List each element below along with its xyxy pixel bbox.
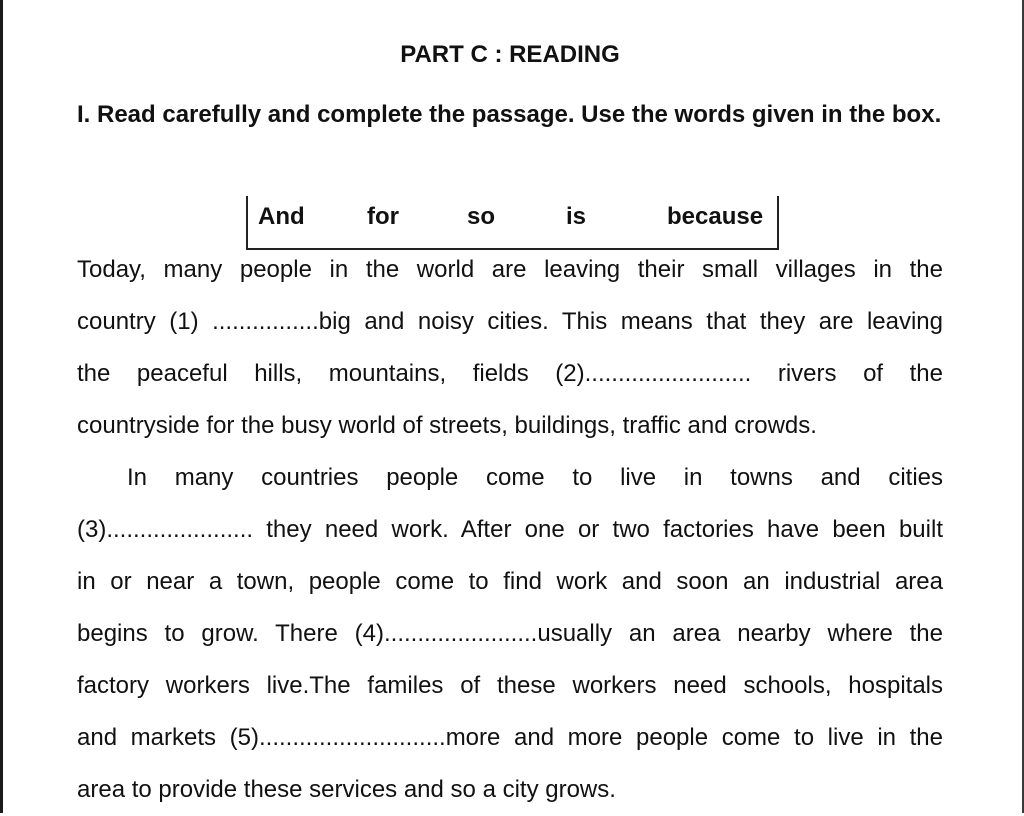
page-left-edge — [0, 0, 3, 813]
instruction-text: I. Read carefully and complete the passage. Use the words given in the box. — [77, 101, 942, 128]
passage-line: area to provide these services and so a city grows. — [77, 776, 616, 803]
passage-line: and markets (5)............................more and more people come to live in the — [77, 724, 943, 751]
reading-passage — [77, 244, 943, 816]
passage-line: In many countries people come to live in towns and cities — [127, 464, 943, 491]
section-title: PART C : READING — [400, 41, 620, 68]
passage-line: the peaceful hills, mountains, fields (2)......................... rivers of the — [77, 360, 943, 387]
word-box-item: And — [258, 203, 305, 230]
passage-line: country (1) ................big and noisy cities. This means that they are leaving — [77, 308, 943, 335]
word-box-item: is — [566, 203, 587, 230]
passage-line: countryside for the busy world of streets, buildings, traffic and crowds. — [77, 412, 817, 439]
passage-line: in or near a town, people come to find work and soon an industrial area — [77, 568, 943, 595]
passage-line: (3)...................... they need work. After one or two factories have been built — [77, 516, 943, 543]
passage-line: factory workers live.The familes of these workers need schools, hospitals — [77, 672, 943, 699]
word-box-item: for — [367, 203, 399, 230]
passage-line: Today, many people in the world are leaving their small villages in the — [77, 256, 943, 283]
word-box — [246, 196, 779, 250]
word-box-item: because — [667, 203, 764, 230]
word-box-item: so — [467, 203, 496, 230]
passage-line: begins to grow. There (4).......................usually an area nearby where the — [77, 620, 943, 647]
